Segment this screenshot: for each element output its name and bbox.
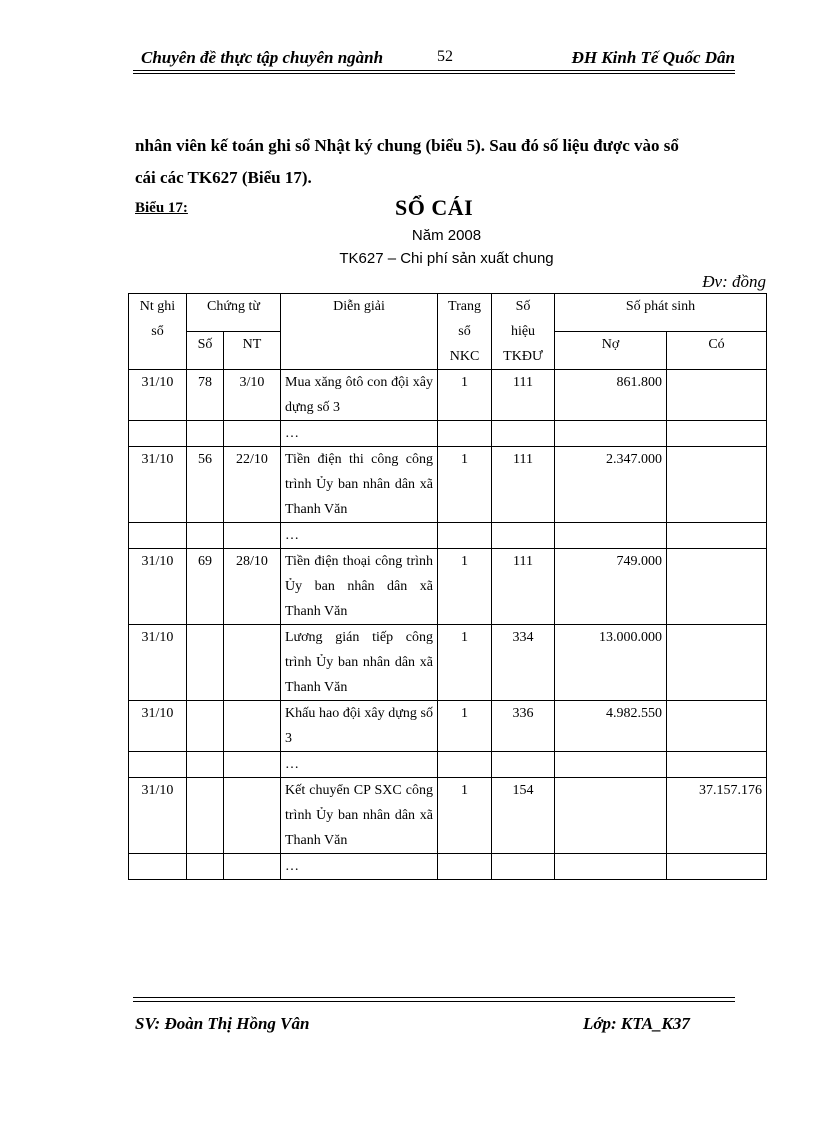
row-date [129,854,187,880]
row-description: Kết chuyển CP SXC công trình Ủy ban nhân dân xã Thanh Văn [281,778,438,854]
footer-rule-bottom [133,1001,735,1002]
row-description: … [281,523,438,549]
footer-rule-top [133,997,735,998]
col-journal-page: Trang sổ NKC [438,294,492,370]
row-credit [667,701,767,752]
intro-line-1: nhân viên kế toán ghi sổ Nhật ký chung (biểu 5). Sau đó số liệu được vào sổ [135,136,679,155]
col-debit: Nợ [555,332,667,370]
row-credit [667,523,767,549]
header-rule-bottom [133,73,735,74]
table-row [129,625,767,701]
row-date: 31/10 [129,701,187,752]
row-contra-account: 154 [492,778,555,854]
row-contra-account [492,854,555,880]
ledger-body [129,370,767,880]
row-description: Khấu hao đội xây dựng số 3 [281,701,438,752]
row-debit [555,523,667,549]
row-debit [555,778,667,854]
col-voucher: Chứng từ [187,294,281,332]
row-journal-page: 1 [438,549,492,625]
table-row [129,854,767,880]
row-journal-page [438,523,492,549]
row-description: Tiền điện thi công công trình Ủy ban nhân dân xã Thanh Văn [281,447,438,523]
header-row-1 [129,294,767,332]
row-voucher-no [187,752,224,778]
col-voucher-no: Số [187,332,224,370]
row-contra-account [492,752,555,778]
row-voucher-no [187,523,224,549]
table-row [129,701,767,752]
row-voucher-no: 69 [187,549,224,625]
row-description: Tiền điện thoại công trình Ủy ban nhân dân xã Thanh Văn [281,549,438,625]
row-date [129,523,187,549]
table-row [129,370,767,421]
row-journal-page [438,854,492,880]
ledger-year: Năm 2008 [411,227,482,244]
row-date: 31/10 [129,370,187,421]
row-contra-account: 334 [492,625,555,701]
row-credit [667,447,767,523]
table-row [129,752,767,778]
table-row [129,447,767,523]
row-date: 31/10 [129,625,187,701]
header-university: ĐH Kinh Tế Quốc Dân [571,48,735,67]
row-contra-account [492,421,555,447]
row-voucher-date [224,752,281,778]
footer-class: Lớp: KTA_K37 [583,1014,690,1033]
row-debit: 4.982.550 [555,701,667,752]
row-description: Lương gián tiếp công trình Ủy ban nhân dân xã Thanh Văn [281,625,438,701]
col-contra-account: Số hiệu TKĐƯ [492,294,555,370]
row-journal-page [438,421,492,447]
row-date: 31/10 [129,549,187,625]
currency-unit: Đv: đồng [702,272,766,291]
row-description: Mua xăng ôtô con đội xây dựng số 3 [281,370,438,421]
row-voucher-no [187,778,224,854]
row-voucher-no [187,625,224,701]
col-date: Nt ghi sổ [129,294,187,370]
row-voucher-date [224,421,281,447]
row-credit [667,752,767,778]
col-description: Diễn giải [281,294,438,370]
intro-line-2: cái các TK627 (Biểu 17). [135,168,312,187]
table-row [129,421,767,447]
row-contra-account: 111 [492,370,555,421]
row-date [129,752,187,778]
row-voucher-no [187,421,224,447]
row-credit: 37.157.176 [667,778,767,854]
header-rule-top [133,70,735,71]
row-debit: 13.000.000 [555,625,667,701]
row-debit [555,854,667,880]
row-credit [667,549,767,625]
row-voucher-no: 78 [187,370,224,421]
table-row [129,549,767,625]
row-debit: 749.000 [555,549,667,625]
row-journal-page [438,752,492,778]
col-voucher-date: NT [224,332,281,370]
row-debit [555,752,667,778]
table-row [129,778,767,854]
row-debit: 861.800 [555,370,667,421]
row-date [129,421,187,447]
table-row [129,523,767,549]
row-date: 31/10 [129,447,187,523]
footer-student: SV: Đoàn Thị Hồng Vân [135,1014,310,1033]
row-credit [667,421,767,447]
row-voucher-date: 28/10 [224,549,281,625]
row-journal-page: 1 [438,778,492,854]
row-voucher-date: 22/10 [224,447,281,523]
ledger-account: TK627 – Chi phí sản xuất chung [339,250,554,267]
row-voucher-date [224,701,281,752]
header-title: Chuyên đề thực tập chuyên ngành [141,48,384,67]
row-journal-page: 1 [438,701,492,752]
row-voucher-no: 56 [187,447,224,523]
ledger-table [128,293,767,880]
row-contra-account [492,523,555,549]
row-credit [667,370,767,421]
row-voucher-no [187,701,224,752]
row-journal-page: 1 [438,625,492,701]
row-voucher-date [224,854,281,880]
ledger-title: SỔ CÁI [395,195,474,220]
form-label: Biểu 17: [135,200,188,216]
row-contra-account: 336 [492,701,555,752]
row-journal-page: 1 [438,370,492,421]
row-credit [667,854,767,880]
row-voucher-date: 3/10 [224,370,281,421]
row-debit: 2.347.000 [555,447,667,523]
row-voucher-date [224,625,281,701]
row-description: … [281,421,438,447]
row-journal-page: 1 [438,447,492,523]
intro-paragraph [135,130,741,194]
col-credit: Có [667,332,767,370]
row-description: … [281,752,438,778]
row-credit [667,625,767,701]
row-debit [555,421,667,447]
row-contra-account: 111 [492,549,555,625]
row-voucher-date [224,523,281,549]
row-description: … [281,854,438,880]
page-header [133,48,735,70]
col-amount: Số phát sinh [555,294,767,332]
row-date: 31/10 [129,778,187,854]
row-voucher-date [224,778,281,854]
row-contra-account: 111 [492,447,555,523]
row-voucher-no [187,854,224,880]
page-number: 52 [437,48,453,65]
